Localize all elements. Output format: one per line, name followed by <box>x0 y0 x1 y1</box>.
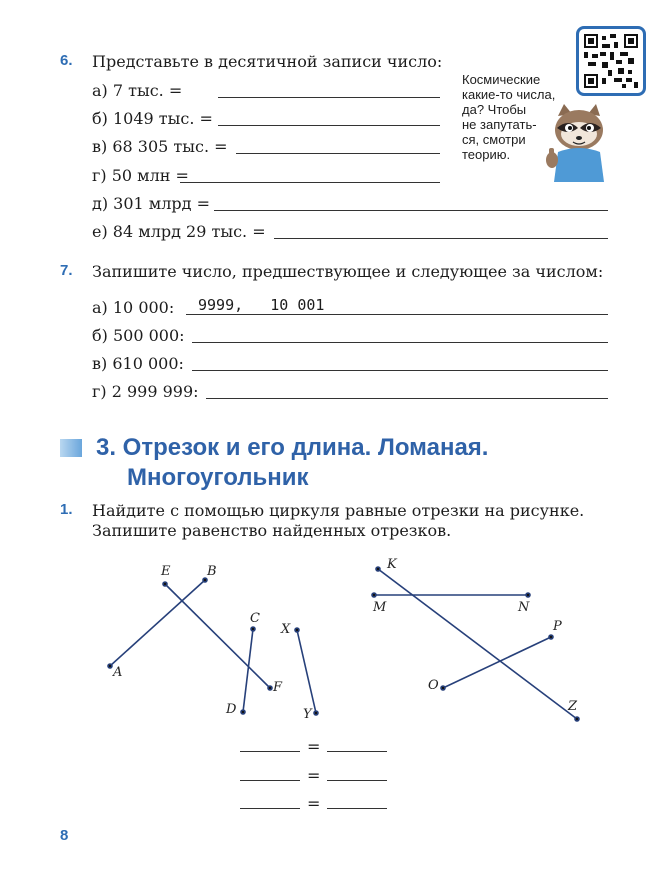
task-7-number: 7. <box>60 262 73 279</box>
task-6-item-f: е) 84 млрд 29 тыс. = <box>92 222 266 241</box>
task-7-instruction: Запишите число, предшествующее и следующее за числом: <box>92 262 604 281</box>
answer-line[interactable] <box>180 182 440 183</box>
task-6-item-e: д) 301 млрд = <box>92 194 210 213</box>
answer-line[interactable] <box>240 751 300 752</box>
point-C <box>251 627 255 631</box>
task-6-item-b: б) 1049 тыс. = <box>92 109 213 128</box>
page-number: 8 <box>60 827 69 844</box>
answer-line[interactable] <box>206 398 608 399</box>
label-A: A <box>113 665 123 680</box>
label-O: O <box>428 678 439 693</box>
equals-sign: = <box>307 737 321 756</box>
label-K: K <box>387 557 397 572</box>
label-X: X <box>281 622 291 637</box>
section-marker-icon <box>60 439 82 457</box>
task-7-item-a: а) 10 000: <box>92 298 175 317</box>
task-6-instruction: Представьте в десятичной записи число: <box>92 52 443 71</box>
answer-line[interactable] <box>327 751 387 752</box>
segment-KZ <box>378 569 577 719</box>
answer-line[interactable] <box>274 238 608 239</box>
label-B: B <box>207 564 217 579</box>
label-Y: Y <box>303 707 312 722</box>
qr-code-icon[interactable] <box>576 26 646 96</box>
hint-line: теорию. <box>462 147 511 162</box>
hint-line: не запутать- <box>462 117 537 132</box>
task-1-number: 1. <box>60 501 73 518</box>
label-P: P <box>553 619 562 634</box>
label-D: D <box>226 702 237 717</box>
hint-line: какие-то числа, <box>462 87 556 102</box>
answer-line[interactable] <box>218 125 440 126</box>
point-K <box>376 567 380 571</box>
task-6-number: 6. <box>60 52 73 69</box>
answer-line[interactable] <box>240 780 300 781</box>
segment-AB <box>110 580 205 666</box>
answer-line[interactable] <box>327 780 387 781</box>
label-M: M <box>373 600 387 615</box>
point-F <box>268 686 272 690</box>
answer-line[interactable] <box>236 153 440 154</box>
answer-line[interactable] <box>192 370 608 371</box>
equals-sign: = <box>307 766 321 785</box>
point-E <box>163 582 167 586</box>
point-P <box>549 635 553 639</box>
qr-pattern-icon <box>584 34 638 88</box>
task-1-instruction-line-1: Найдите с помощью циркуля равные отрезки на рисунке. <box>92 501 585 520</box>
answer-line[interactable] <box>327 808 387 809</box>
point-D <box>241 710 245 714</box>
point-A <box>108 664 112 668</box>
answer-line[interactable] <box>240 808 300 809</box>
task-7-item-d: г) 2 999 999: <box>92 382 199 401</box>
task-6-item-d: г) 50 млн = <box>92 166 189 185</box>
answer-line[interactable] <box>218 97 440 98</box>
segment-XY <box>297 630 316 713</box>
section-title-line-1: 3. Отрезок и его длина. Ломаная. <box>96 434 489 461</box>
task-6-item-c: в) 68 305 тыс. = <box>92 137 228 156</box>
answer-line[interactable] <box>186 314 608 315</box>
section-title-line-2: Многоугольник <box>127 464 309 491</box>
label-F: F <box>273 680 283 695</box>
segment-OP <box>443 637 551 688</box>
label-Z: Z <box>568 699 578 714</box>
point-N <box>526 593 530 597</box>
task-7-item-b: б) 500 000: <box>92 326 185 345</box>
segments-figure <box>0 540 668 730</box>
label-N: N <box>518 600 530 615</box>
point-X <box>295 628 299 632</box>
hint-line: ся, смотри <box>462 132 526 147</box>
task-7-item-c: в) 610 000: <box>92 354 184 373</box>
task-1-instruction-line-2: Запишите равенство найденных отрезков. <box>92 521 452 540</box>
point-Z <box>575 717 579 721</box>
point-M <box>372 593 376 597</box>
hint-line: да? Чтобы <box>462 102 527 117</box>
answer-line[interactable] <box>214 210 608 211</box>
point-O <box>441 686 445 690</box>
task-6-item-a: а) 7 тыс. = <box>92 81 183 100</box>
hint-line: Космические <box>462 72 541 87</box>
task-7-answer-a[interactable]: 9999, 10 001 <box>198 296 325 314</box>
raccoon-mascot-icon <box>544 104 614 182</box>
answer-line[interactable] <box>192 342 608 343</box>
point-Y <box>314 711 318 715</box>
equals-sign: = <box>307 794 321 813</box>
label-E: E <box>161 564 171 579</box>
segment-EF <box>165 584 270 688</box>
label-C: C <box>250 611 260 626</box>
